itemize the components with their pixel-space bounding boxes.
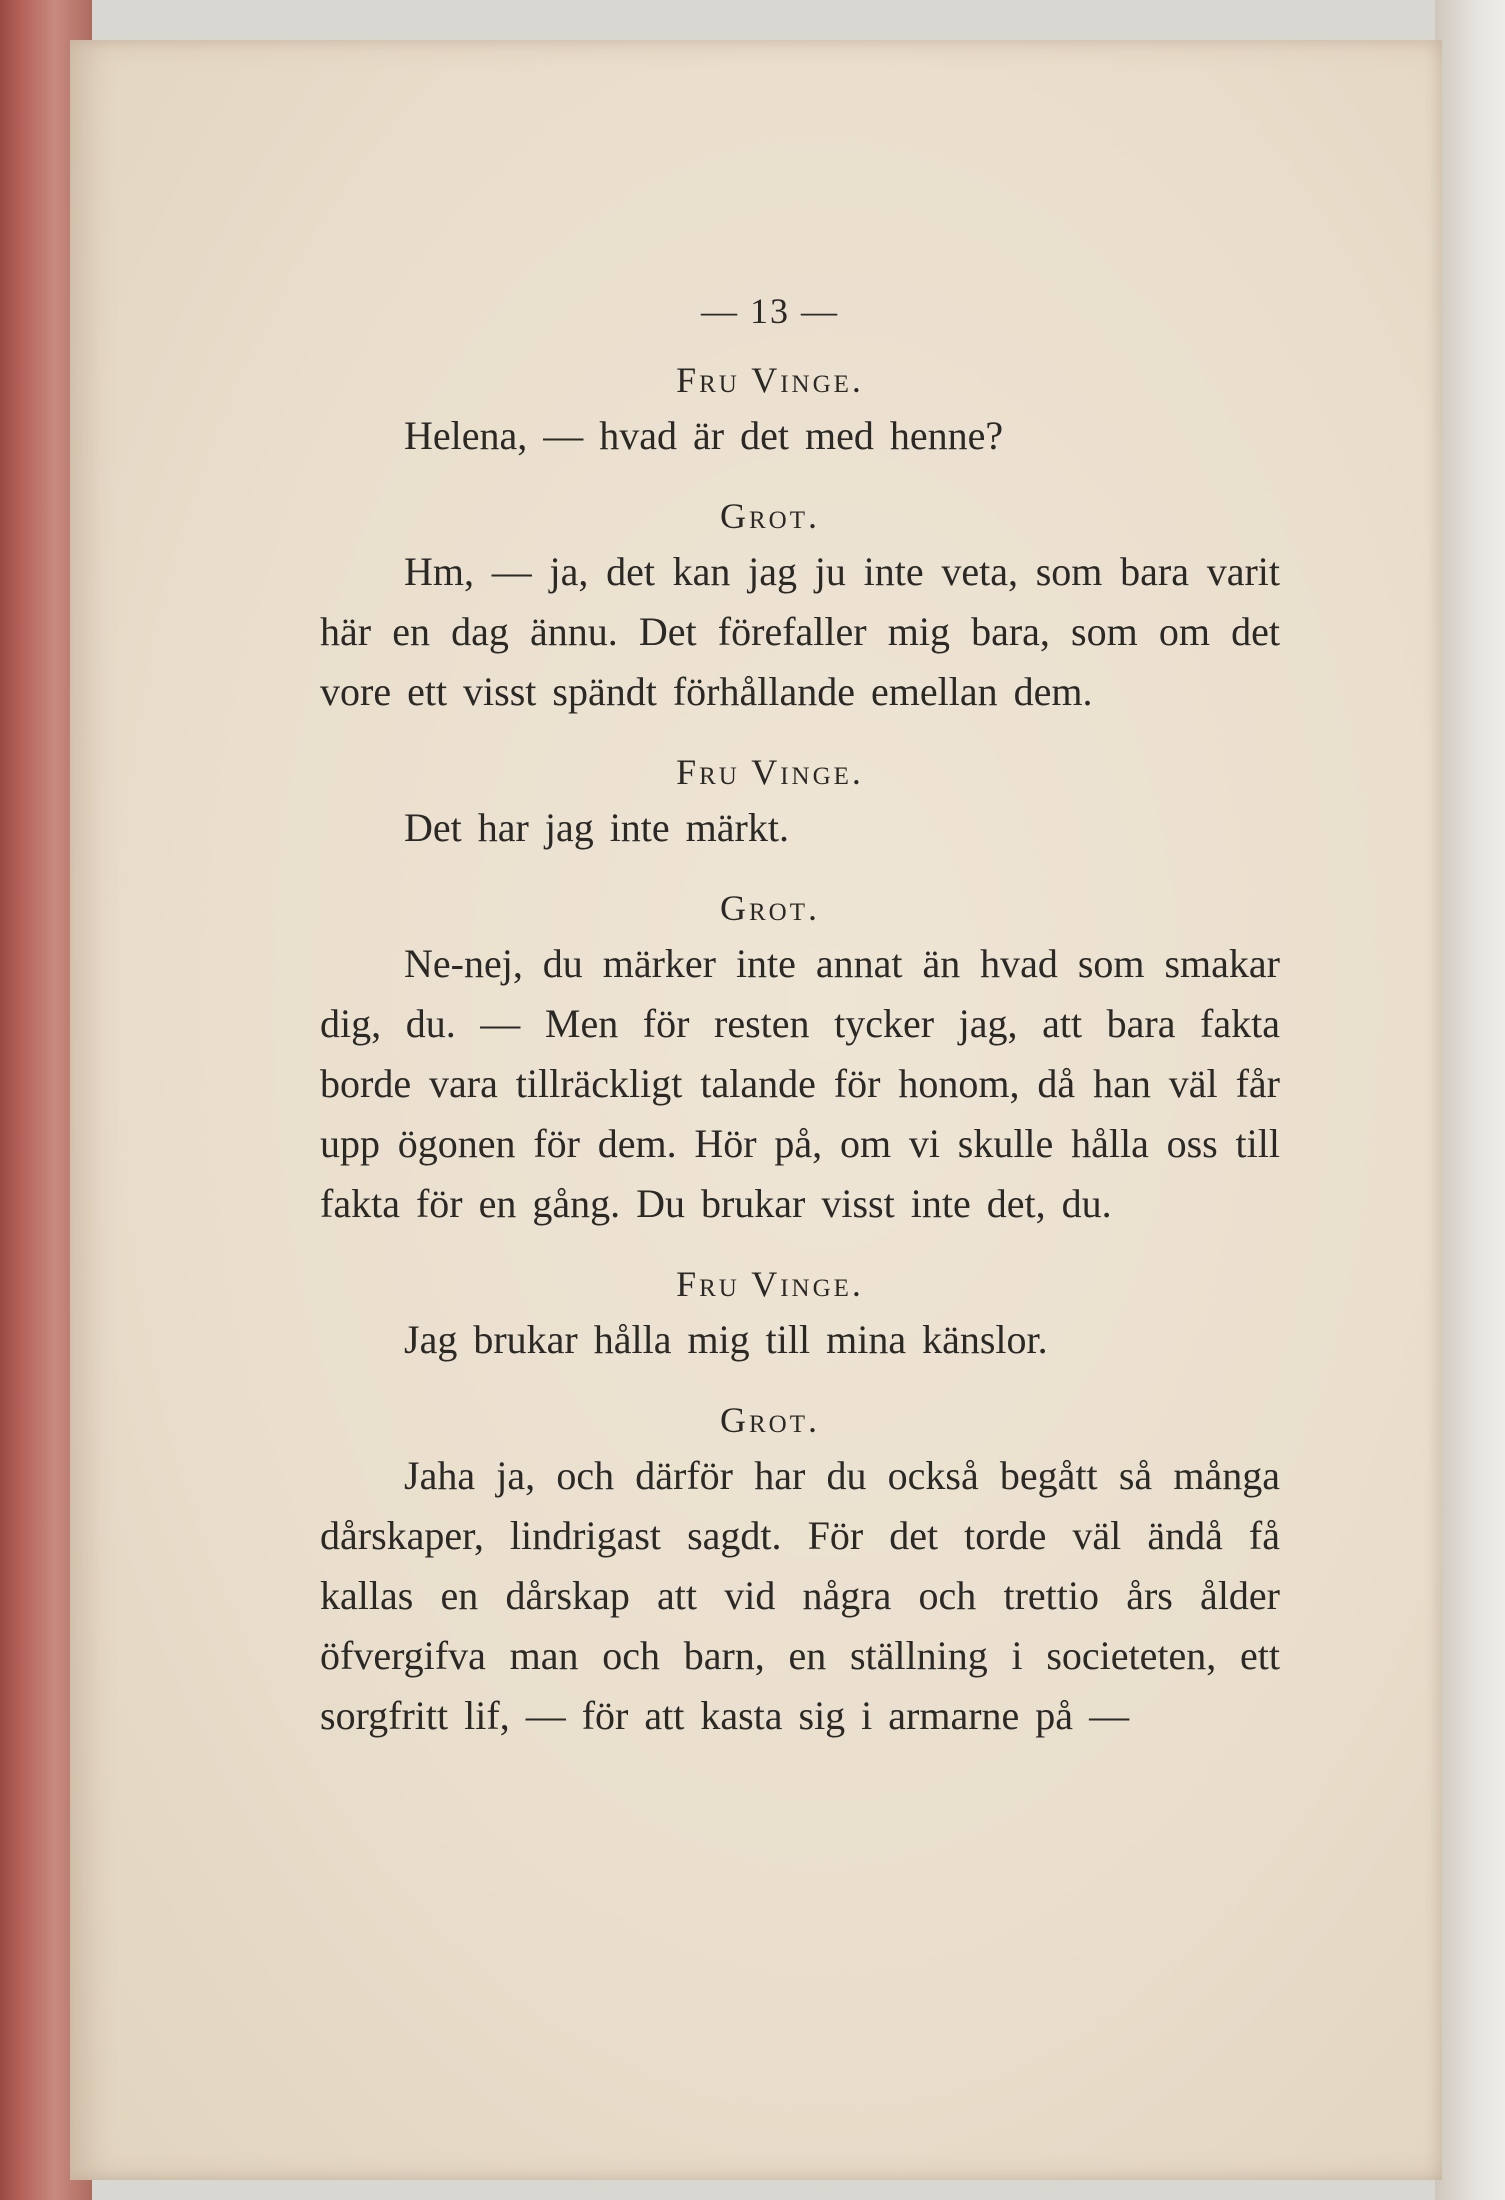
book-page	[70, 40, 1442, 2180]
speaker-name: Grot.	[720, 888, 820, 928]
speaker-name: Fru Vinge.	[676, 1264, 864, 1304]
speaker-name: Fru Vinge.	[676, 752, 864, 792]
speaker-name: Grot.	[720, 496, 820, 536]
speaker-name: Fru Vinge.	[676, 360, 864, 400]
page-number: — 13 —	[701, 291, 839, 331]
speech-text: Jaha ja, och därför har du också begått så många dårskaper, lindrigast sagdt. För det torde väl ändå få kallas en dårskap att vid några och trettio års ålder öfvergifva man och barn, en ställning i societeten, ett sorgfritt lif, — för att kasta sig i armarne på —	[320, 1453, 1280, 1738]
speaker-name: Grot.	[720, 1400, 820, 1440]
text-block	[320, 290, 1280, 1746]
speech-text: Hm, — ja, det kan jag ju inte veta, som bara varit här en dag ännu. Det förefaller mig bara, som om det vore ett visst spändt förhållande emellan dem.	[320, 549, 1280, 714]
speech-text: Jag brukar hålla mig till mina känslor.	[404, 1317, 1048, 1362]
page-edge	[1435, 0, 1505, 2200]
speech-text: Det har jag inte märkt.	[404, 805, 789, 850]
speech-text: Helena, — hvad är det med henne?	[404, 413, 1004, 458]
speech-text: Ne-nej, du märker inte annat än hvad som smakar dig, du. — Men för resten tycker jag, att bara fakta borde vara tillräckligt talande för honom, då han väl får upp ögonen för dem. Hör på, om vi skulle hålla oss till fakta för en gång. Du brukar visst inte det, du.	[320, 941, 1280, 1226]
